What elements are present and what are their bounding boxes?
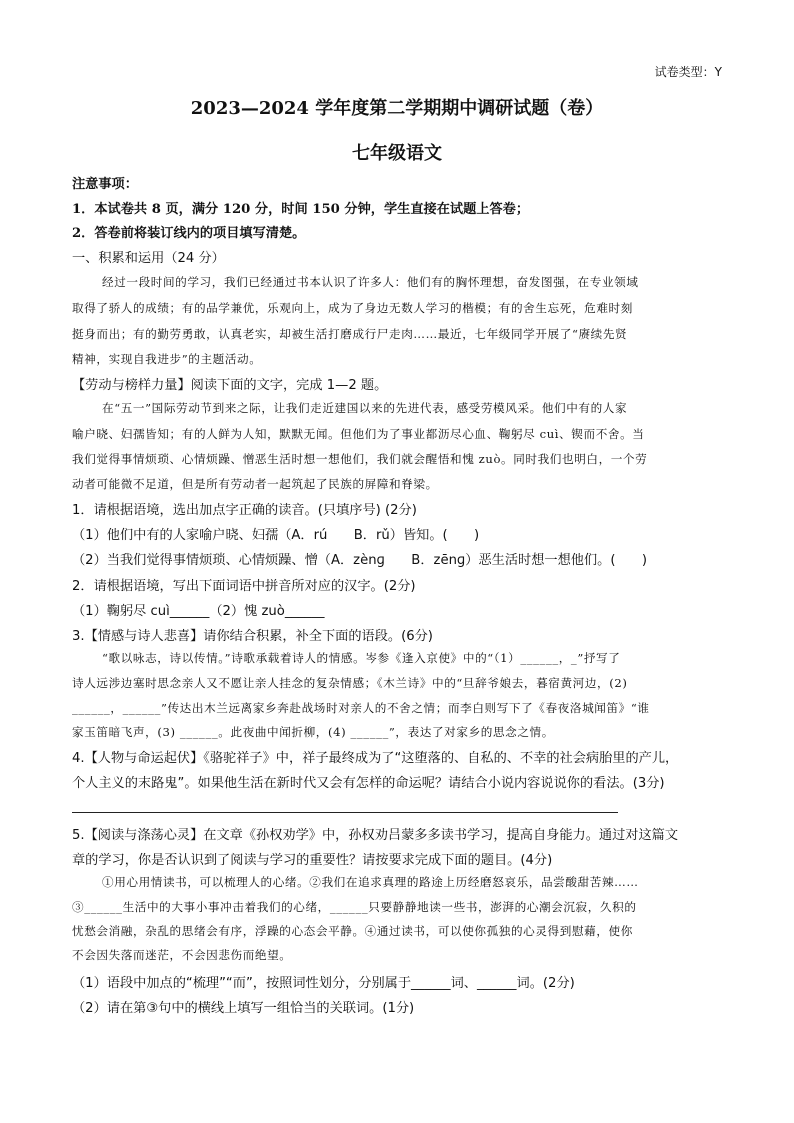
question-4-line: 4.【人物与命运起伏】《骆驼祥子》中，祥子最终成为了“这堕落的、自私的、不幸的社会病胎里的产儿， [72, 751, 679, 766]
question-3-passage-line: ______，______”传达出木兰远离家乡奔赴战场时对亲人的不舍之情；而李白则写下了《春夜洛城闻笛》“谁 [72, 701, 650, 715]
question-5-passage-line: ①用心用情读书，可以梳理人的心绪。②我们在追求真理的路途上历经磨怒哀乐，品尝酸甜苦辣…… [102, 875, 639, 889]
exam-title: 2023—2024 学年度第二学期期中调研试题（卷） [190, 98, 604, 119]
exam-subtitle: 七年级语文 [352, 143, 442, 164]
intro-line: 取得了骄人的成绩；有的品学兼优，乐观向上，成为了身边无数人学习的楷模；有的舍生忘死，危难时刻 [72, 301, 633, 315]
intro-line: 精神，实现自我进步”的主题活动。 [72, 352, 262, 366]
intro-line: 挺身而出；有的勤劳勇敢，认真老实，却被生活打磨成行尸走肉……最近，七年级同学开展了“赓续先贤 [72, 327, 628, 341]
question-1-stem: 1．请根据语境，选出加点字正确的读音。(只填序号) (2分) [72, 503, 417, 518]
question-5-passage-line: ③______生活中的大事小事冲击着我们的心绪，______只要静静地读一些书，澎湃的心潮会沉寂，久积的 [72, 900, 637, 914]
labor-prompt: 【劳动与榜样力量】阅读下面的文字，完成 1—2 题。 [72, 378, 388, 393]
notice-item: 2．答卷前将装订线内的项目填写清楚。 [72, 226, 306, 241]
question-5-sub2: （2）请在第③句中的横线上填写一组恰当的关联词。(1分) [72, 1001, 415, 1016]
intro-line: 经过一段时间的学习，我们已经通过书本认识了许多人：他们有的胸怀理想，奋发图强，在专业领域 [102, 275, 639, 289]
question-3-stem: 3.【情感与诗人悲喜】请你结合积累，补全下面的语段。(6分) [72, 629, 433, 644]
question-1-sub1: （1）他们中有的人家喻户晓、妇孺（A．rú B．rǔ）皆知。( ) [72, 528, 480, 543]
question-3-passage-line: 诗人远涉边塞时思念亲人又不愿让亲人挂念的复杂情感；《木兰诗》中的“旦辞爷娘去，暮宿黄河边，(2) [72, 676, 628, 690]
section-heading: 一、积累和运用（24 分） [72, 251, 225, 266]
labor-passage-line: 我们觉得事情烦琐、心情烦躁、憎恶生活时想一想他们，我们就会醒悟和愧 zuò。同时我们也明白，一个劳 [72, 452, 648, 466]
answer-line[interactable] [72, 812, 618, 813]
question-3-passage-line: “歌以咏志，诗以传情。”诗歌承载着诗人的情感。岑参《逢入京使》中的“（1）______，_”抒写了 [102, 651, 621, 665]
labor-passage-line: 动者可能微不足道，但是所有劳动者一起筑起了民族的屏障和脊梁。 [72, 477, 438, 491]
exam-type-label: 试卷类型：Y [654, 65, 722, 79]
question-5-line: 章的学习，你是否认识到了阅读与学习的重要性？请按要求完成下面的题目。(4分) [72, 853, 553, 868]
labor-passage-line: 在“五一”国际劳动节到来之际，让我们走近建国以来的先进代表，感受劳模风采。他们中有的人家 [102, 401, 628, 415]
labor-passage-line: 喻户晓、妇孺皆知；有的人鲜为人知，默默无闻。但他们为了事业都沥尽心血、鞠躬尽 cuì、锲而不舍。当 [72, 427, 645, 441]
question-5-sub1: （1）语段中加点的“梳理”“而”，按照词性划分，分别属于______词、______词。(2分) [72, 976, 575, 991]
question-1-sub2: （2）当我们觉得事情烦琐、心情烦躁、憎（A．zènɡ B．zēnɡ）恶生活时想一想他们。( ) [72, 553, 648, 568]
notice-item: 1．本试卷共 8 页，满分 120 分，时间 150 分钟，学生直接在试题上答卷； [72, 202, 530, 217]
question-4-line: 个人主义的末路鬼”。如果他生活在新时代又会有怎样的命运呢？请结合小说内容说说你的看法。(3分) [72, 776, 665, 791]
question-2-stem: 2．请根据语境，写出下面词语中拼音所对应的汉字。(2分) [72, 579, 416, 594]
question-3-passage-line: 家玉笛暗飞声，(3) ______。此夜曲中闻折柳，(4) ______”，表达了对家乡的思念之情。 [72, 725, 554, 739]
question-5-line: 5.【阅读与涤荡心灵】在文章《孙权劝学》中，孙权劝吕蒙多多读书学习，提高自身能力。通过对这篇文 [72, 828, 679, 843]
question-5-passage-line: 忧愁会消融，杂乱的思绪会有序，浮躁的心态会平静。④通过读书，可以使你孤独的心灵得到慰藉，使你 [72, 924, 633, 938]
question-2-sub: （1）鞠躬尽 cuì______（2）愧 zuò______ [72, 604, 325, 619]
question-5-passage-line: 不会因失落而迷茫，不会因悲伤而绝望。 [72, 948, 292, 962]
notice-heading: 注意事项： [72, 177, 138, 192]
